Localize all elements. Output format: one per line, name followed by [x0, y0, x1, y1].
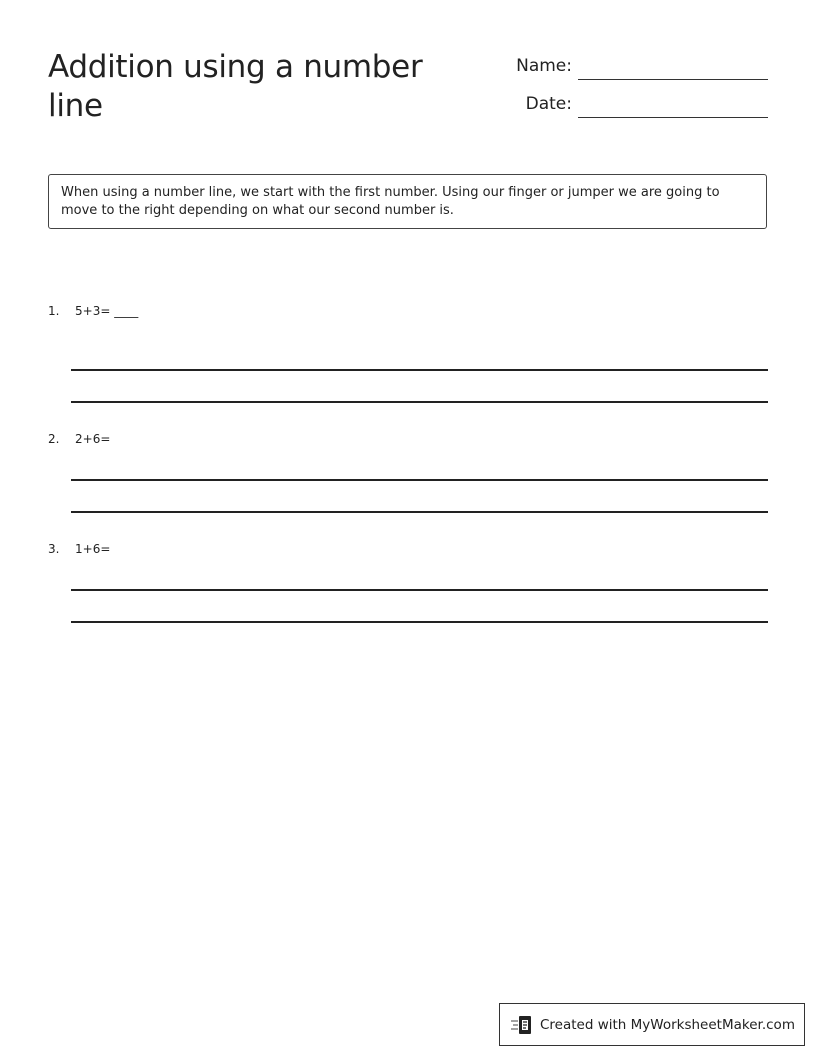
answer-line[interactable]: [71, 511, 768, 513]
name-blank-line[interactable]: [578, 79, 768, 80]
question-number: 1.: [48, 304, 60, 318]
instructions-box: When using a number line, we start with the first number. Using our finger or jumper we are going to move to the right depending on what our second number is.: [48, 174, 767, 229]
question-item: [48, 304, 768, 404]
footer-credit-text: Created with MyWorksheetMaker.com: [540, 1016, 795, 1033]
date-label: Date:: [525, 94, 572, 114]
worksheet-maker-logo-icon: [510, 1014, 534, 1036]
question-item: [48, 542, 768, 642]
footer-credit-badge[interactable]: [499, 1003, 805, 1046]
question-number: 2.: [48, 432, 60, 446]
date-field: [508, 88, 768, 118]
question-text: 5+3= ____: [75, 304, 139, 318]
answer-line[interactable]: [71, 369, 768, 371]
question-number: 3.: [48, 542, 60, 556]
date-blank-line[interactable]: [578, 117, 768, 118]
question-text: 2+6=: [75, 432, 111, 446]
page-title: Addition using a number line: [48, 49, 423, 124]
answer-line[interactable]: [71, 479, 768, 481]
question-text: 1+6=: [75, 542, 111, 556]
question-item: [48, 432, 768, 532]
name-field: [508, 50, 768, 80]
answer-line[interactable]: [71, 621, 768, 623]
answer-line[interactable]: [71, 589, 768, 591]
name-label: Name:: [516, 56, 572, 76]
answer-line[interactable]: [71, 401, 768, 403]
